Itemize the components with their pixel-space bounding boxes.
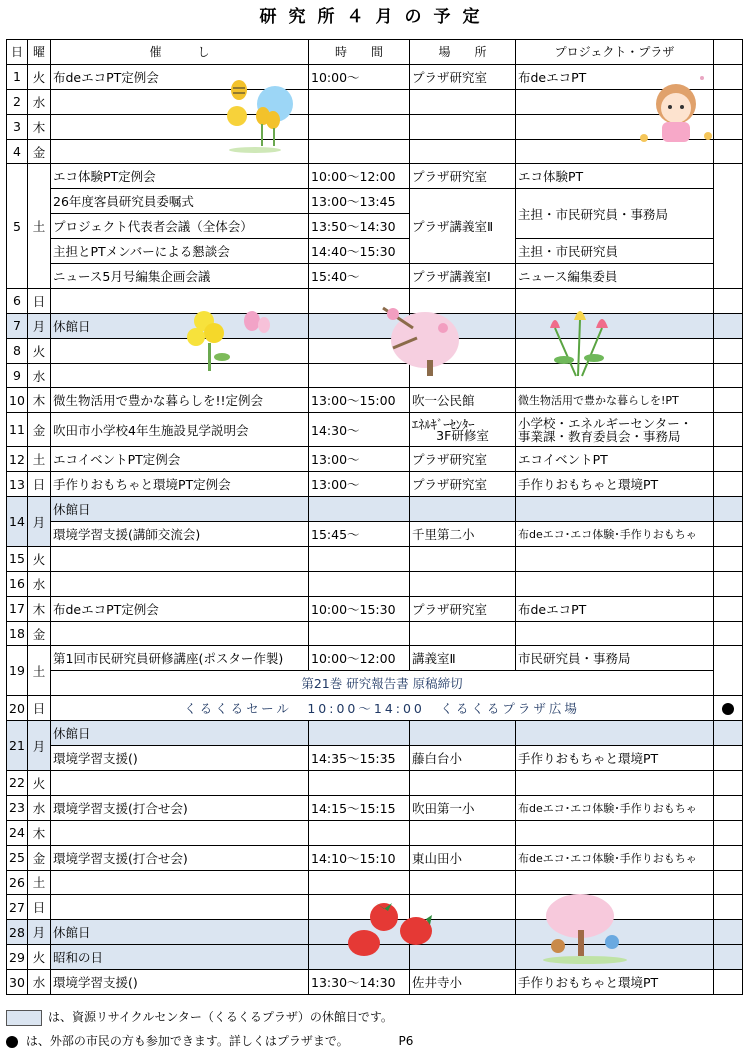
event-cell (51, 621, 309, 646)
event-cell: 昭和の日 (51, 945, 309, 970)
schedule-row (7, 388, 743, 413)
time-cell: 14:40～15:30 (309, 239, 410, 264)
schedule-row (7, 770, 743, 795)
day-cell: 10 (7, 388, 28, 413)
day-cell: 5 (7, 164, 28, 288)
place-cell: プラザ講義室Ⅰ (410, 264, 516, 289)
place-line-2: 3F研修室 (436, 427, 489, 443)
cherry-tree-icon (373, 298, 463, 380)
mark-cell (714, 472, 743, 497)
day-cell: 21 (7, 721, 28, 771)
time-cell: 14:10～15:10 (309, 845, 410, 870)
time-cell (309, 114, 410, 139)
weekday-cell: 水 (28, 363, 51, 388)
weekday-cell: 月 (28, 313, 51, 338)
mark-cell (714, 845, 743, 870)
event-cell: 布deエコPT定例会 (51, 596, 309, 621)
bee-flowers-icon (225, 76, 295, 156)
event-cell: 環境学習支援(打合せ会) (51, 845, 309, 870)
schedule-row-day14 (7, 497, 743, 522)
schedule-row (7, 845, 743, 870)
event-cell: 休館日 (51, 313, 309, 338)
place-cell (410, 139, 516, 164)
weekday-cell: 日 (28, 288, 51, 313)
time-cell: 13:00～ (309, 447, 410, 472)
mark-cell (714, 795, 743, 820)
participation-dot-icon (722, 703, 734, 715)
event-cell: 休館日 (51, 721, 309, 746)
project-cell (516, 820, 714, 845)
strawberries-icon (340, 895, 440, 961)
place-cell (410, 820, 516, 845)
event-cell (51, 895, 309, 920)
schedule-row-day5 (7, 239, 743, 264)
time-cell (309, 820, 410, 845)
cherry-tree-animals-icon (540, 890, 635, 966)
weekday-cell: 月 (28, 721, 51, 771)
event-cell (51, 546, 309, 571)
schedule-row (7, 447, 743, 472)
day-cell: 29 (7, 945, 28, 970)
schedule-row-day21 (7, 721, 743, 746)
place-cell: プラザ研究室 (410, 596, 516, 621)
time-cell: 14:15～15:15 (309, 795, 410, 820)
mark-cell (714, 288, 743, 313)
day-cell: 2 (7, 89, 28, 114)
event-cell (51, 571, 309, 596)
day-cell: 18 (7, 621, 28, 646)
time-cell: 13:00～ (309, 472, 410, 497)
weekday-cell: 火 (28, 770, 51, 795)
schedule-row (7, 472, 743, 497)
weekday-cell: 火 (28, 945, 51, 970)
time-cell: 10:00～15:30 (309, 596, 410, 621)
time-cell: 14:35～15:35 (309, 746, 410, 771)
page-number: P6 (398, 1034, 414, 1048)
time-cell: 15:45～ (309, 522, 410, 547)
time-cell: 13:50～14:30 (309, 214, 410, 239)
project-cell (516, 571, 714, 596)
mark-cell (714, 621, 743, 646)
mark-cell (714, 388, 743, 413)
place-cell: 藤白台小 (410, 746, 516, 771)
schedule-row (7, 139, 743, 164)
mark-cell (714, 363, 743, 388)
mark-cell (714, 721, 743, 746)
place-cell: 千里第二小 (410, 522, 516, 547)
day-cell: 11 (7, 413, 28, 447)
event-cell (51, 770, 309, 795)
time-cell: 13:30～14:30 (309, 970, 410, 995)
day-cell: 1 (7, 64, 28, 89)
day-cell: 19 (7, 646, 28, 696)
time-cell (309, 721, 410, 746)
schedule-row (7, 64, 743, 89)
event-cell: 布deエコPT定例会 (51, 64, 309, 89)
project-cell (516, 621, 714, 646)
time-cell: 15:40～ (309, 264, 410, 289)
weekday-cell: 木 (28, 820, 51, 845)
place-cell (410, 546, 516, 571)
day-cell: 22 (7, 770, 28, 795)
time-cell (309, 770, 410, 795)
schedule-row-day5 (7, 264, 743, 289)
weekday-cell: 金 (28, 413, 51, 447)
project-cell: 布deエコ･エコ体験･手作りおもちゃ (516, 795, 714, 820)
day-cell: 17 (7, 596, 28, 621)
schedule-row (7, 621, 743, 646)
time-cell (309, 546, 410, 571)
tulips-icon (530, 298, 622, 380)
project-cell: 布deエコPT (516, 64, 714, 89)
legend-dot-text: は、外部の市民の方も参加できます。詳しくはプラザまで。 (25, 1034, 349, 1048)
sale-banner: くるくるセール 10:00～14:00 くるくるプラザ広場 (51, 696, 714, 721)
event-cell (51, 870, 309, 895)
time-cell (309, 571, 410, 596)
mark-cell (714, 870, 743, 895)
weekday-cell: 火 (28, 64, 51, 89)
header-mark (714, 40, 743, 65)
time-cell (309, 621, 410, 646)
place-cell: プラザ研究室 (410, 447, 516, 472)
day-cell: 14 (7, 497, 28, 547)
event-cell: プロジェクト代表者会議（全体会） (51, 214, 309, 239)
schedule-row-day11 (7, 413, 743, 447)
event-cell: 環境学習支援() (51, 970, 309, 995)
event-cell: ニュース5月号編集企画会議 (51, 264, 309, 289)
event-cell: 休館日 (51, 497, 309, 522)
mark-cell (714, 338, 743, 363)
day-cell: 9 (7, 363, 28, 388)
mark-cell (714, 522, 743, 547)
mark-cell (714, 746, 743, 771)
place-cell: 吹田第一小 (410, 795, 516, 820)
place-cell: 東山田小 (410, 845, 516, 870)
mark-cell (714, 497, 743, 522)
schedule-row (7, 596, 743, 621)
project-cell: 微生物活用で豊かな暮らしを!PT (516, 388, 714, 413)
page-title: 研究所４月の予定 (259, 7, 492, 27)
weekday-cell: 日 (28, 472, 51, 497)
weekday-cell: 火 (28, 338, 51, 363)
project-cell: 市民研究員・事務局 (516, 646, 714, 671)
event-cell: 手作りおもちゃと環境PT定例会 (51, 472, 309, 497)
time-cell (309, 497, 410, 522)
place-cell (410, 497, 516, 522)
weekday-cell: 木 (28, 114, 51, 139)
time-cell (309, 89, 410, 114)
weekday-cell: 土 (28, 447, 51, 472)
rapeseed-butterfly-icon (182, 303, 272, 375)
place-cell (410, 114, 516, 139)
header-event: 催 し (51, 40, 309, 65)
day-cell: 7 (7, 313, 28, 338)
place-cell (410, 621, 516, 646)
time-cell: 10:00～12:00 (309, 164, 410, 189)
schedule-row (7, 546, 743, 571)
weekday-cell: 火 (28, 546, 51, 571)
project-cell: エコイベントPT (516, 447, 714, 472)
time-cell (309, 139, 410, 164)
mark-cell (714, 895, 743, 920)
schedule-row-day20 (7, 696, 743, 721)
place-cell (410, 770, 516, 795)
project-line-2: 事業課・教育委員会・事務局 (518, 428, 681, 444)
event-cell: 休館日 (51, 920, 309, 945)
day-cell: 16 (7, 571, 28, 596)
time-cell (309, 870, 410, 895)
header-dow: 曜 (28, 40, 51, 65)
header-row (7, 40, 743, 65)
day-cell: 6 (7, 288, 28, 313)
mark-cell (714, 596, 743, 621)
schedule-row (7, 89, 743, 114)
schedule-row (7, 571, 743, 596)
legend-closed (6, 1008, 393, 1026)
project-cell (516, 770, 714, 795)
project-cell: 手作りおもちゃと環境PT (516, 472, 714, 497)
header-time: 時 間 (309, 40, 410, 65)
mark-cell (714, 820, 743, 845)
schedule-row-day5 (7, 164, 743, 189)
project-cell: ニュース編集委員 (516, 264, 714, 289)
day-cell: 13 (7, 472, 28, 497)
deadline-note: 第21巻 研究報告書 原稿締切 (51, 671, 714, 696)
mark-cell (714, 945, 743, 970)
weekday-cell: 金 (28, 139, 51, 164)
project-cell (516, 721, 714, 746)
day-cell: 8 (7, 338, 28, 363)
weekday-cell: 金 (28, 621, 51, 646)
mark-cell (714, 413, 743, 447)
weekday-cell: 日 (28, 696, 51, 721)
schedule-table (6, 39, 743, 995)
mark-cell (714, 770, 743, 795)
event-cell: 微生物活用で豊かな暮らしを!!定例会 (51, 388, 309, 413)
mark-cell (714, 571, 743, 596)
event-cell: 第1回市民研究員研修講座(ポスター作製) (51, 646, 309, 671)
event-cell: エコイベントPT定例会 (51, 447, 309, 472)
event-cell: 吹田市小学校4年生施設見学説明会 (51, 413, 309, 447)
place-cell: プラザ研究室 (410, 164, 516, 189)
place-line-1: ｴﾈﾙｷﾞｰｾﾝﾀｰ (412, 416, 475, 432)
place-cell (410, 721, 516, 746)
weekday-cell: 金 (28, 845, 51, 870)
place-cell: プラザ研究室 (410, 64, 516, 89)
day-cell: 20 (7, 696, 28, 721)
weekday-cell: 水 (28, 795, 51, 820)
mark-cell (714, 920, 743, 945)
weekday-cell: 月 (28, 497, 51, 547)
weekday-cell: 木 (28, 388, 51, 413)
mark-cell (714, 546, 743, 571)
place-cell (410, 571, 516, 596)
time-cell: 14:30～ (309, 413, 410, 447)
schedule-row (7, 114, 743, 139)
time-cell: 13:00～15:00 (309, 388, 410, 413)
mark-cell (714, 646, 743, 696)
mark-cell (714, 696, 743, 721)
mark-cell (714, 970, 743, 995)
schedule-row (7, 820, 743, 845)
project-cell: 主担・市民研究員・事務局 (516, 189, 714, 239)
weekday-cell: 水 (28, 89, 51, 114)
project-cell: 布deエコPT (516, 596, 714, 621)
weekday-cell: 日 (28, 895, 51, 920)
project-cell (516, 413, 714, 447)
weekday-cell: 土 (28, 870, 51, 895)
project-cell: 布deエコ･エコ体験･手作りおもちゃ (516, 845, 714, 870)
time-cell: 10:00～12:00 (309, 646, 410, 671)
header-project: プロジェクト・プラザ (516, 40, 714, 65)
closed-swatch (6, 1010, 42, 1026)
day-cell: 3 (7, 114, 28, 139)
project-line-1: 小学校・エネルギーセンター・ (518, 415, 693, 431)
event-cell: 環境学習支援() (51, 746, 309, 771)
project-cell (516, 546, 714, 571)
place-cell: プラザ講義室Ⅱ (410, 189, 516, 264)
day-cell: 26 (7, 870, 28, 895)
place-cell (410, 870, 516, 895)
mark-cell (714, 164, 743, 288)
place-cell: 佐井寺小 (410, 970, 516, 995)
schedule-row (7, 795, 743, 820)
place-cell (410, 413, 516, 447)
place-cell: 講義室Ⅱ (410, 646, 516, 671)
time-cell: 10:00～ (309, 64, 410, 89)
event-cell (51, 820, 309, 845)
mark-cell (714, 447, 743, 472)
event-cell: 主担とPTメンバーによる懇談会 (51, 239, 309, 264)
day-cell: 23 (7, 795, 28, 820)
project-cell: エコ体験PT (516, 164, 714, 189)
project-cell: 主担・市民研究員 (516, 239, 714, 264)
participation-dot-icon (6, 1036, 18, 1048)
place-cell (410, 89, 516, 114)
project-cell (516, 497, 714, 522)
schedule-row (7, 970, 743, 995)
mark-cell (714, 313, 743, 338)
day-cell: 30 (7, 970, 28, 995)
weekday-cell: 木 (28, 596, 51, 621)
day-cell: 12 (7, 447, 28, 472)
project-cell: 手作りおもちゃと環境PT (516, 970, 714, 995)
day-cell: 24 (7, 820, 28, 845)
day-cell: 27 (7, 895, 28, 920)
weekday-cell: 土 (28, 164, 51, 288)
day-cell: 25 (7, 845, 28, 870)
weekday-cell: 水 (28, 571, 51, 596)
schedule-row-day21 (7, 746, 743, 771)
weekday-cell: 水 (28, 970, 51, 995)
event-cell: エコ体験PT定例会 (51, 164, 309, 189)
event-cell: 環境学習支援(講師交流会) (51, 522, 309, 547)
legend-dot (6, 1032, 413, 1049)
schedule-row-day19 (7, 671, 743, 696)
project-cell: 手作りおもちゃと環境PT (516, 746, 714, 771)
day-cell: 4 (7, 139, 28, 164)
legend-closed-text: は、資源リサイクルセンター（くるくるプラザ）の休館日です。 (48, 1010, 393, 1024)
schedule-row-day5 (7, 189, 743, 214)
header-place: 場 所 (410, 40, 516, 65)
place-cell: 吹一公民館 (410, 388, 516, 413)
schedule-row-day14 (7, 522, 743, 547)
event-cell: 環境学習支援(打合せ会) (51, 795, 309, 820)
event-cell: 26年度客員研究員委嘱式 (51, 189, 309, 214)
weekday-cell: 月 (28, 920, 51, 945)
time-cell: 13:00～13:45 (309, 189, 410, 214)
weekday-cell: 土 (28, 646, 51, 696)
header-day: 日 (7, 40, 28, 65)
schedule-row-day19 (7, 646, 743, 671)
girl-illustration-icon (636, 64, 718, 148)
day-cell: 28 (7, 920, 28, 945)
project-cell: 布deエコ･エコ体験･手作りおもちゃ (516, 522, 714, 547)
day-cell: 15 (7, 546, 28, 571)
place-cell: プラザ研究室 (410, 472, 516, 497)
